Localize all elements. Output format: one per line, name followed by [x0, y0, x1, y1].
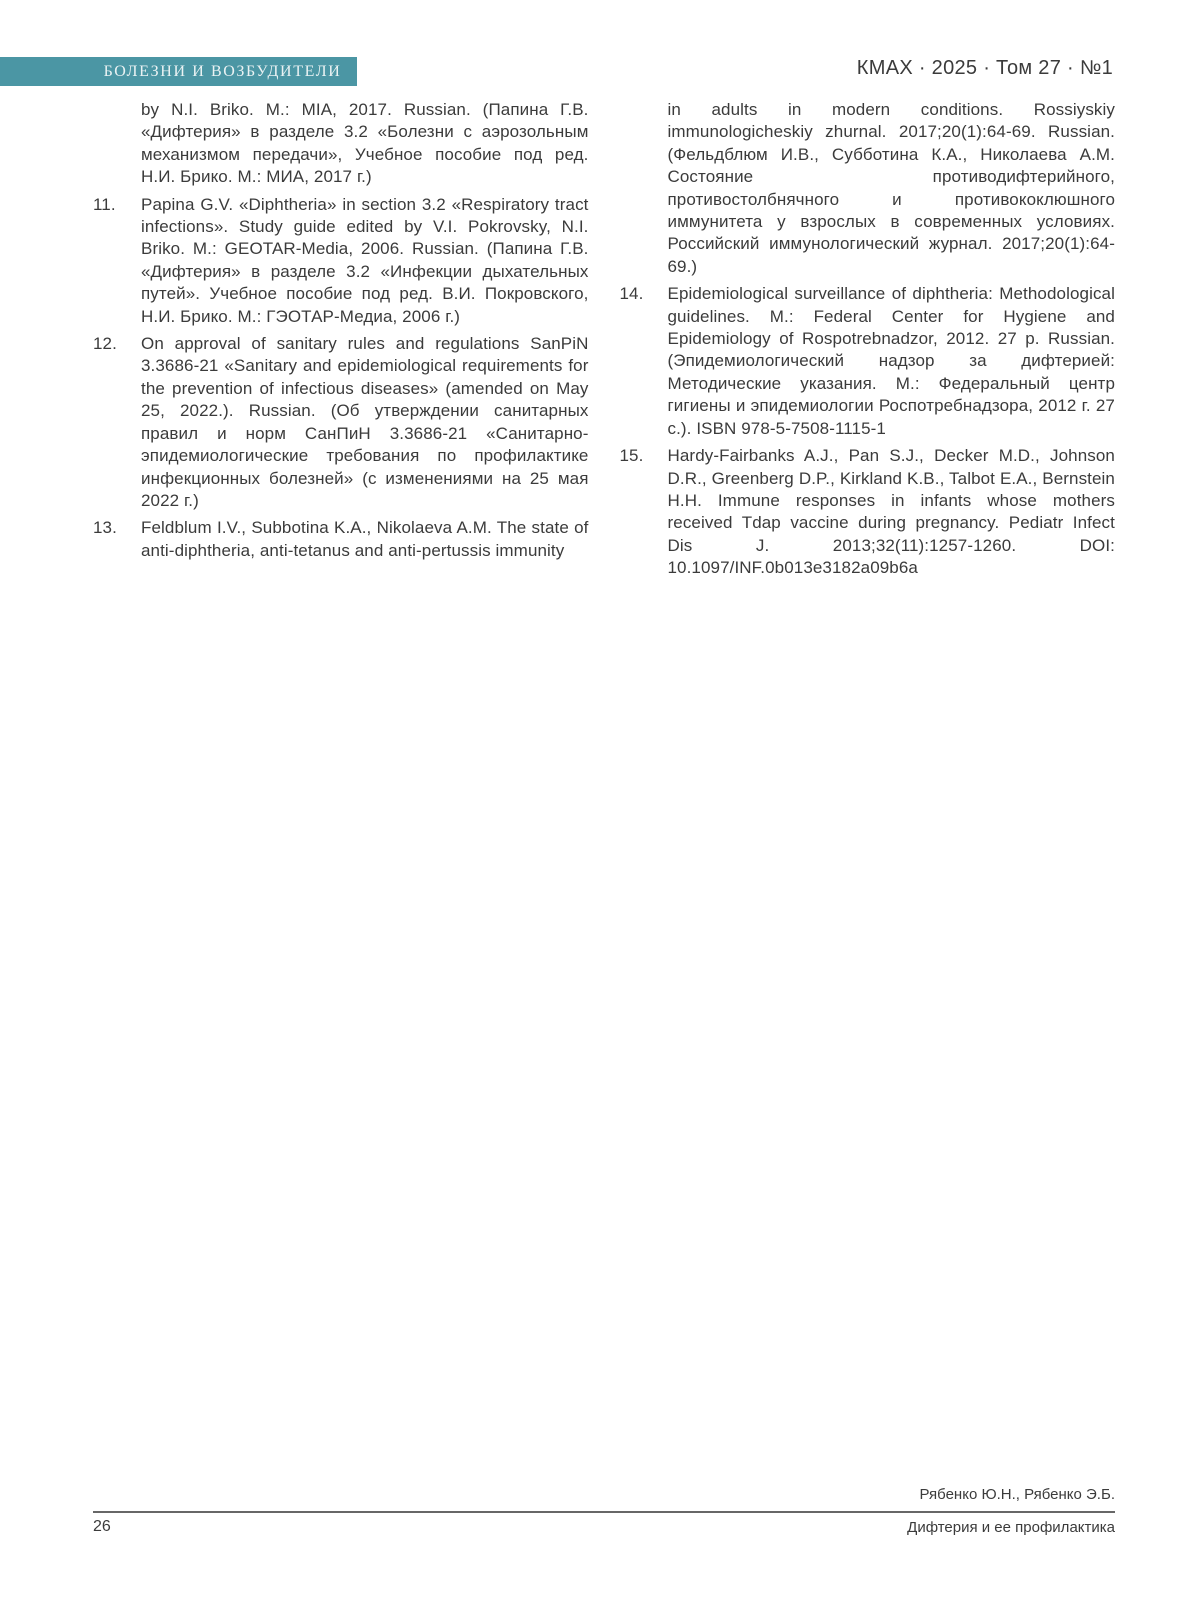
reference-text: Epidemiological surveillance of diphtheria: Methodological guidelines. М.: Federal Center for Hygiene and Epidemiology of Rospotrebnadzor, 2012. 27 p. Russian. (Эпидемиологический надзор за дифтерией: Методические указания. М.: Федеральный центр гигиены и эпидемиологии Роспотребнадзора, 2012 г. 27 с.). ISBN 978-5-7508-1115-1: [667, 284, 1115, 438]
section-heading-band: [0, 57, 357, 86]
footer-divider: [93, 1511, 1115, 1513]
reference-number: 15.: [619, 446, 644, 466]
reference-number: 14.: [619, 284, 644, 304]
reference-number: 11.: [93, 194, 116, 214]
reference-text: Feldblum I.V., Subbotina K.A., Nikolaeva A.M. The state of anti-diphtheria, anti-tetanus and anti-pertussis immunity: [141, 518, 589, 560]
references-right-column: [620, 99, 1116, 585]
reference-text: Papina G.V. «Diphtheria» in section 3.2 «Respiratory tract infections». Study guide edited by V.I. Pokrovsky, N.I. Briko. M.: GEOTAR-Media, 2006. Russian. (Папина Г.В. «Дифтерия» в разделе 3.2 «Инфекции дыхательных путей». Учебное пособие под ред. В.И. Покровского, Н.И. Брико. М.: ГЭОТАР-Медиа, 2006 г.): [141, 194, 589, 326]
reference-text: by N.I. Briko. M.: MIA, 2017. Russian. (Папина Г.В. «Дифтерия» в разделе 3.2 «Болезни с аэрозольным механизмом передачи», Учебное пособие под ред. Н.И. Брико. М.: МИА, 2017 г.): [141, 100, 589, 187]
reference-item-13-continuation: [620, 99, 1116, 278]
reference-number: 13.: [93, 518, 117, 538]
reference-number: 12.: [93, 334, 117, 354]
references-section: [93, 99, 1115, 585]
section-heading-label: БОЛЕЗНИ И ВОЗБУДИТЕЛИ: [103, 62, 342, 80]
reference-item-14: [620, 283, 1116, 440]
reference-text: in adults in modern conditions. Rossiyskiy immunologicheskiy zhurnal. 2017;20(1):64-69. Russian. (Фельдблюм И.В., Субботина К.А., Николаева А.М. Состояние противодифтерийного, противостолбнячного и противококлюшного иммунитета у взрослых в современных условиях. Российский иммунологический журнал. 2017;20(1):64-69.): [667, 100, 1115, 276]
reference-item-12: [93, 333, 589, 512]
reference-text: On approval of sanitary rules and regulations SanPiN 3.3686-21 «Sanitary and epidemiological requirements for the prevention of infectious diseases» (amended on May 25, 2022.). Russian. (Об утверждении санитарных правил и норм СанПиН 3.3686-21 «Санитарно-эпидемиологические требования по профилактике инфекционных болезней» (с изменениями на 25 мая 2022 г.): [141, 334, 589, 510]
reference-item-11: [93, 194, 589, 328]
references-left-column: [93, 99, 589, 585]
reference-item-10-continuation: [93, 99, 589, 189]
footer-page-number: 26: [93, 1518, 111, 1535]
footer-article-title: Дифтерия и ее профилактика: [907, 1519, 1115, 1536]
footer-authors: Рябенко Ю.Н., Рябенко Э.Б.: [919, 1486, 1115, 1503]
reference-item-13: [93, 517, 589, 562]
reference-text: Hardy-Fairbanks A.J., Pan S.J., Decker M.D., Johnson D.R., Greenberg D.P., Kirkland K.B., Talbot E.A., Bernstein H.H. Immune responses in infants whose mothers received Tdap vaccine during pregnancy. Pediatr Infect Dis J. 2013;32(11):1257-1260. DOI: 10.1097/INF.0b013e3182a09b6a: [667, 446, 1115, 578]
journal-issue-reference: КМАХ · 2025 · Том 27 · №1: [856, 57, 1113, 79]
reference-item-15: [620, 445, 1116, 579]
